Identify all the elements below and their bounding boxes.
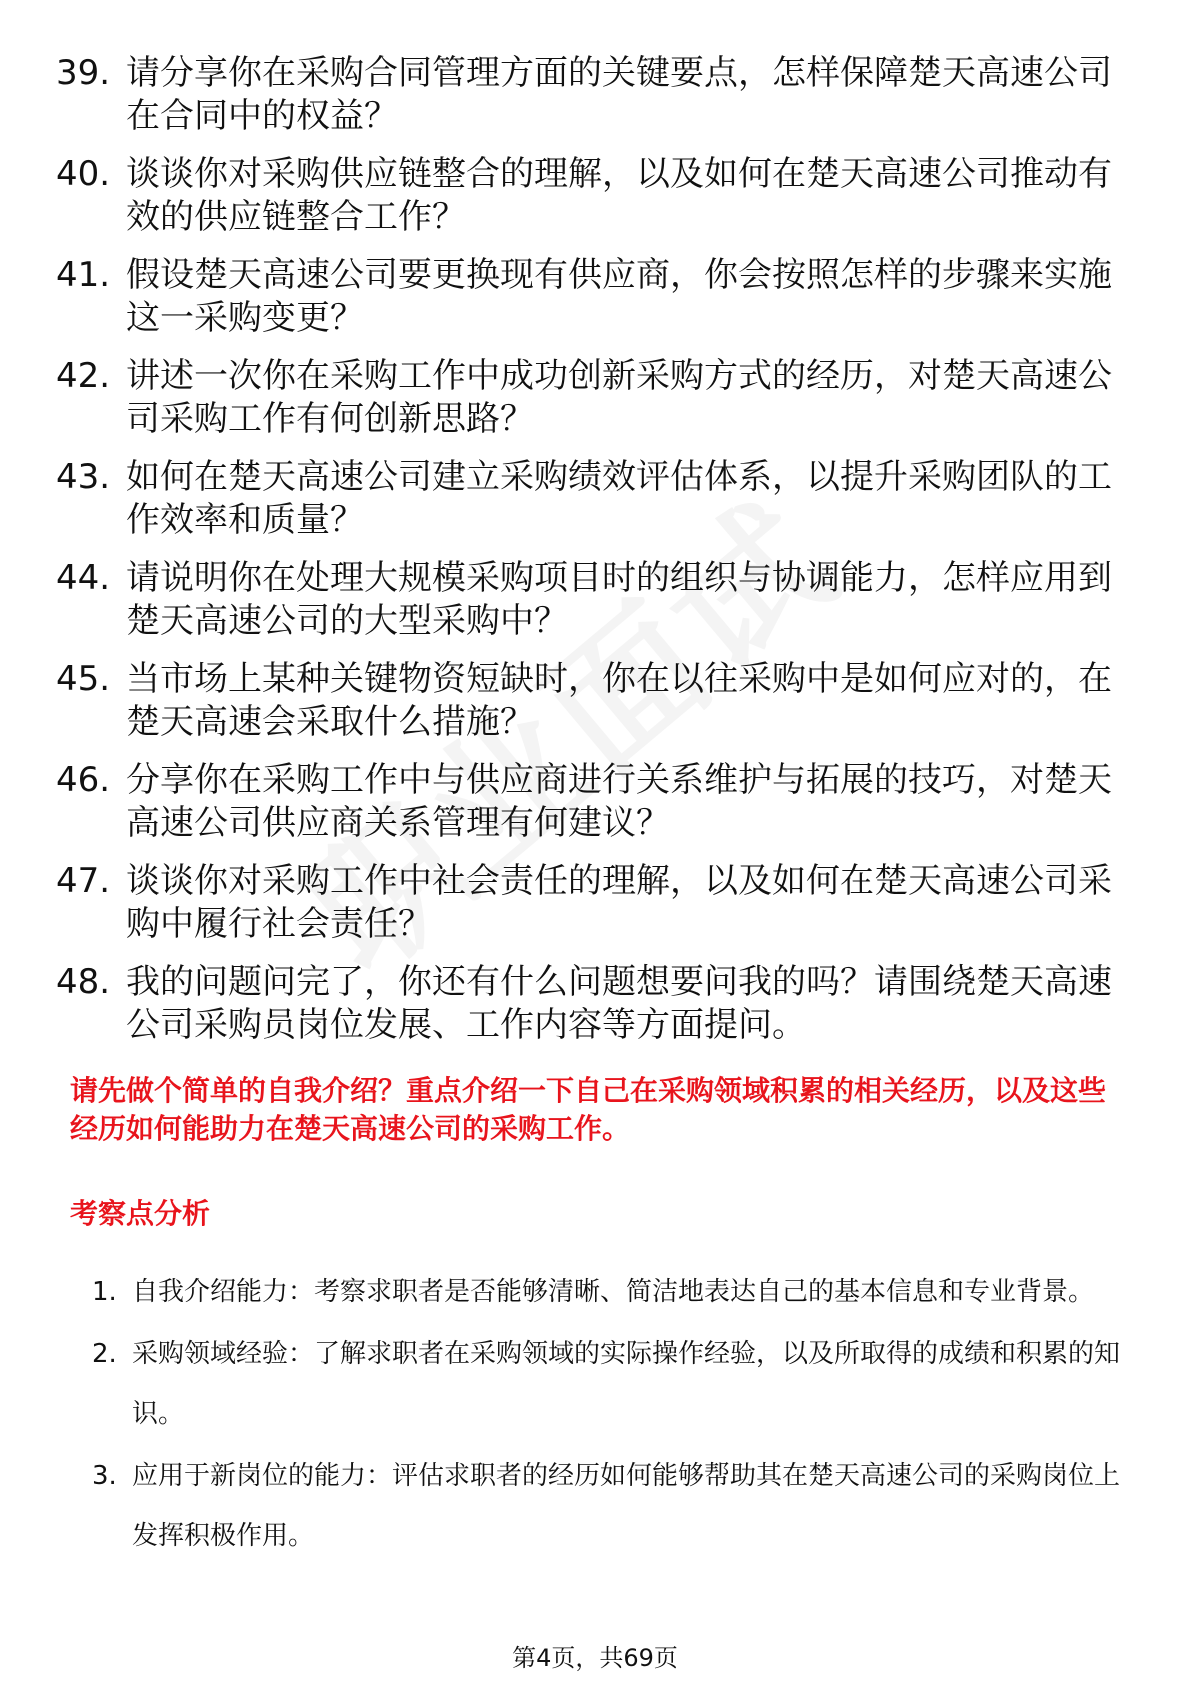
question-item — [56, 658, 1136, 744]
question-item — [56, 355, 1136, 441]
question-number: 44. — [56, 558, 111, 598]
analysis-item — [92, 1262, 1132, 1322]
analysis-item — [92, 1446, 1132, 1566]
question-text: 分享你在采购工作中与供应商进行关系维护与拓展的技巧，对楚天高速公司供应商关系管理有何建议？ — [126, 760, 1112, 843]
question-number: 46. — [56, 760, 111, 800]
question-number: 48. — [56, 962, 111, 1002]
question-list — [56, 52, 1136, 1062]
question-number: 42. — [56, 356, 111, 396]
question-text: 我的问题问完了，你还有什么问题想要问我的吗？请围绕楚天高速公司采购员岗位发展、工作内容等方面提问。 — [126, 962, 1112, 1045]
analysis-text: 采购领域经验：了解求职者在采购领域的实际操作经验，以及所取得的成绩和积累的知识。 — [132, 1339, 1121, 1429]
question-text: 假设楚天高速公司要更换现有供应商，你会按照怎样的步骤来实施这一采购变更？ — [126, 255, 1112, 338]
question-number: 43. — [56, 457, 111, 497]
question-number: 40. — [56, 154, 111, 194]
question-number: 45. — [56, 659, 111, 699]
question-text: 当市场上某种关键物资短缺时，你在以往采购中是如何应对的，在楚天高速会采取什么措施？ — [126, 659, 1112, 742]
question-text: 谈谈你对采购供应链整合的理解，以及如何在楚天高速公司推动有效的供应链整合工作？ — [126, 154, 1112, 237]
analysis-heading: 考察点分析 — [70, 1197, 211, 1230]
page-footer: 第4页，共69页 — [512, 1644, 678, 1672]
question-item — [56, 557, 1136, 643]
highlighted-question: 请先做个简单的自我介绍？重点介绍一下自己在采购领域积累的相关经历，以及这些经历如何能助力在楚天高速公司的采购工作。 — [70, 1074, 1107, 1145]
question-item — [56, 759, 1136, 845]
analysis-text: 应用于新岗位的能力：评估求职者的经历如何能够帮助其在楚天高速公司的采购岗位上发挥积极作用。 — [132, 1461, 1121, 1551]
question-item — [56, 52, 1136, 138]
question-number: 39. — [56, 53, 111, 93]
question-text: 请说明你在处理大规模采购项目时的组织与协调能力，怎样应用到楚天高速公司的大型采购中？ — [126, 558, 1112, 641]
question-item — [56, 961, 1136, 1047]
analysis-number: 1. — [92, 1277, 117, 1307]
question-text: 如何在楚天高速公司建立采购绩效评估体系，以提升采购团队的工作效率和质量？ — [126, 457, 1112, 540]
analysis-number: 2. — [92, 1339, 117, 1369]
question-item — [56, 153, 1136, 239]
analysis-list — [92, 1262, 1132, 1568]
analysis-number: 3. — [92, 1461, 117, 1491]
analysis-text: 自我介绍能力：考察求职者是否能够清晰、简洁地表达自己的基本信息和专业背景。 — [132, 1277, 1095, 1307]
question-item — [56, 860, 1136, 946]
question-item — [56, 456, 1136, 542]
question-text: 谈谈你对采购工作中社会责任的理解，以及如何在楚天高速公司采购中履行社会责任？ — [126, 861, 1112, 944]
question-text: 讲述一次你在采购工作中成功创新采购方式的经历，对楚天高速公司采购工作有何创新思路？ — [126, 356, 1112, 439]
question-number: 47. — [56, 861, 111, 901]
question-text: 请分享你在采购合同管理方面的关键要点，怎样保障楚天高速公司在合同中的权益？ — [126, 53, 1112, 136]
question-item — [56, 254, 1136, 340]
question-number: 41. — [56, 255, 111, 295]
analysis-item — [92, 1324, 1132, 1444]
